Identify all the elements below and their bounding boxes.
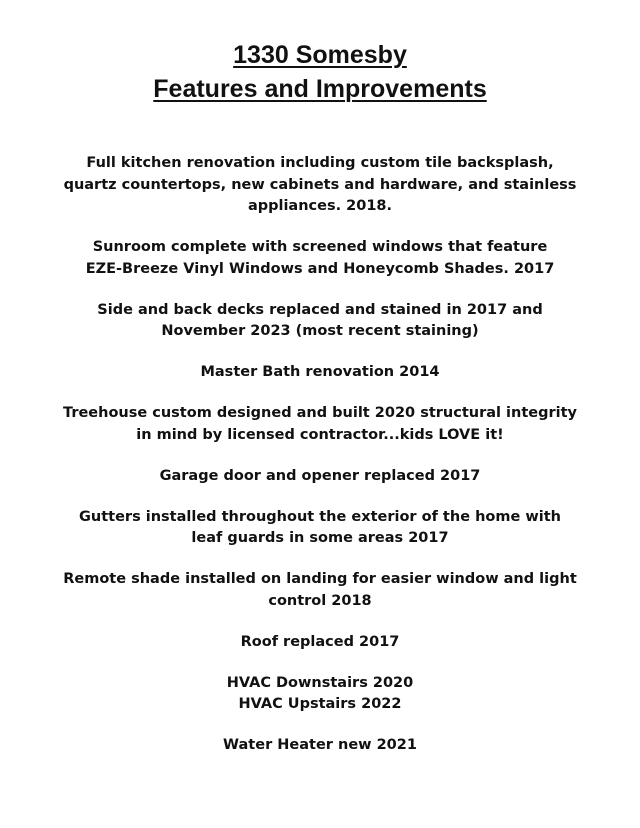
feature-garage <box>0 466 640 488</box>
feature-line: Treehouse custom designed and built 2020 structural integrity <box>63 405 577 421</box>
feature-line: Roof replaced 2017 <box>240 633 400 650</box>
feature-line: Side and back decks replaced and stained in 2017 and <box>97 301 543 318</box>
feature-line: Remote shade installed on landing for easier window and light <box>63 571 577 587</box>
feature-remote-shade <box>0 569 640 612</box>
feature-kitchen <box>0 153 640 218</box>
feature-decks <box>0 300 640 343</box>
features-title: Features and Improvements <box>153 75 487 103</box>
feature-treehouse <box>0 403 640 446</box>
feature-line: Water Heater new 2021 <box>223 737 417 753</box>
feature-line: quartz countertops, new cabinets and hardware, and stainless <box>63 176 577 193</box>
feature-line: HVAC Downstairs 2020 <box>226 674 414 691</box>
feature-line: control 2018 <box>268 592 372 609</box>
feature-roof <box>0 632 640 654</box>
address-title: 1330 Somesby <box>233 41 407 69</box>
feature-water-heater <box>0 735 640 757</box>
feature-sunroom <box>0 237 640 280</box>
feature-line: EZE-Breeze Vinyl Windows and Honeycomb Shades. 2017 <box>85 260 555 277</box>
feature-line: Garage door and opener replaced 2017 <box>159 467 481 484</box>
feature-master-bath <box>0 362 640 384</box>
feature-gutters <box>0 507 640 550</box>
feature-line: appliances. 2018. <box>247 198 393 214</box>
title-block <box>0 0 640 106</box>
feature-line: November 2023 (most recent staining) <box>161 323 479 339</box>
features-list <box>0 153 640 757</box>
feature-line: leaf guards in some areas 2017 <box>191 530 449 546</box>
feature-line: Gutters installed throughout the exterior of the home with <box>79 508 561 525</box>
feature-line: HVAC Upstairs 2022 <box>238 696 402 712</box>
feature-line: Full kitchen renovation including custom tile backsplash, <box>86 155 554 171</box>
feature-line: in mind by licensed contractor...kids LOVE it! <box>136 426 504 443</box>
feature-hvac <box>0 673 640 716</box>
feature-line: Master Bath renovation 2014 <box>200 364 440 380</box>
feature-line: Sunroom complete with screened windows that feature <box>92 239 548 255</box>
